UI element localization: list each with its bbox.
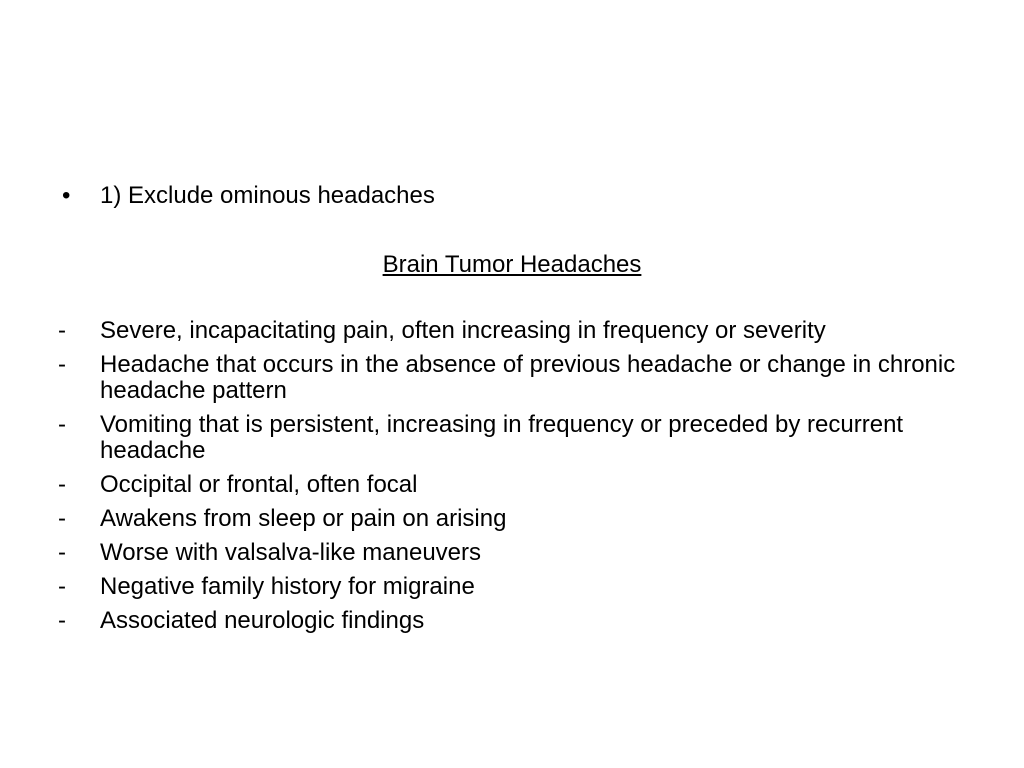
dash-marker: - bbox=[58, 351, 66, 378]
list-item bbox=[58, 472, 988, 498]
dash-marker: - bbox=[58, 317, 66, 344]
dash-marker: - bbox=[58, 411, 66, 438]
dash-marker: - bbox=[58, 539, 66, 566]
list-item-text: Worse with valsalva-like maneuvers bbox=[100, 539, 482, 566]
dash-marker: - bbox=[58, 505, 66, 532]
list-item-text: Severe, incapacitating pain, often increasing in frequency or severity bbox=[100, 317, 826, 344]
main-bullet bbox=[62, 180, 435, 212]
section-subtitle: Brain Tumor Headaches bbox=[382, 251, 642, 278]
dash-marker: - bbox=[58, 471, 66, 498]
list-item bbox=[58, 412, 988, 464]
list-item-text: Awakens from sleep or pain on arising bbox=[100, 505, 507, 532]
list-item bbox=[58, 540, 988, 566]
list-item bbox=[58, 574, 988, 600]
main-bullet-text: 1) Exclude ominous headaches bbox=[100, 182, 435, 209]
list-item bbox=[58, 352, 988, 404]
list-item bbox=[58, 318, 988, 344]
symptom-list bbox=[58, 318, 988, 642]
list-item-text: Associated neurologic findings bbox=[100, 607, 425, 634]
bullet-marker: • bbox=[62, 182, 71, 209]
list-item-text: Headache that occurs in the absence of previous headache or change in chronic headache pattern bbox=[100, 351, 956, 404]
list-item-text: Vomiting that is persistent, increasing in frequency or preceded by recurrent headache bbox=[100, 411, 904, 464]
list-item bbox=[58, 608, 988, 634]
list-item-text: Negative family history for migraine bbox=[100, 573, 475, 600]
list-item-text: Occipital or frontal, often focal bbox=[100, 471, 418, 498]
dash-marker: - bbox=[58, 573, 66, 600]
list-item bbox=[58, 506, 988, 532]
dash-marker: - bbox=[58, 607, 66, 634]
